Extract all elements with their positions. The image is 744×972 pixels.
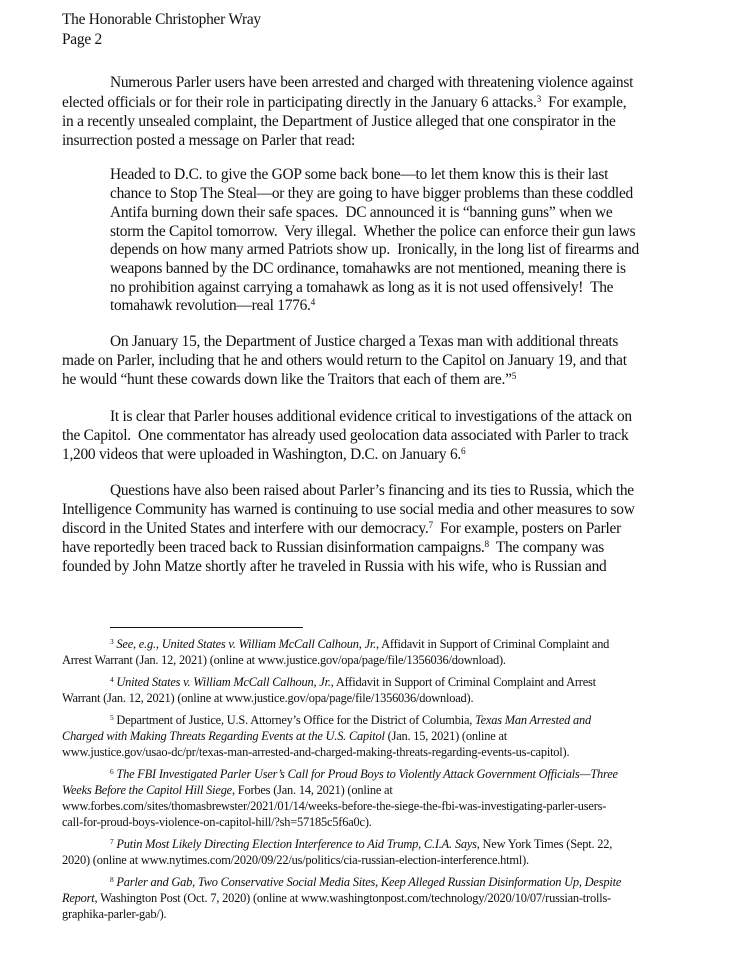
article-title: Putin Most Likely Directing Election Interference to Aid Trump, C.I.A. Says [116, 837, 477, 851]
footnote-separator [110, 627, 303, 628]
text-span: tomahawk revolution—real 1776. [110, 297, 311, 314]
footnote-number: 7 [110, 836, 114, 846]
footnote-line [62, 783, 393, 798]
quote-line: storm the Capitol tomorrow. Very illegal. Whether the police can enforce their gun laws [110, 223, 636, 240]
text-span: , Affidavit in Support of Criminal Complaint and Arrest [330, 675, 596, 689]
footnote-number: 5 [110, 712, 114, 722]
text-span: have reportedly been traced back to Russian disinformation campaigns. [62, 539, 485, 556]
article-title: Texas Man Arrested and [475, 713, 591, 727]
footnote-ref[interactable]: 3 [536, 93, 541, 104]
quote-line [110, 296, 315, 317]
footnote-line [62, 891, 611, 906]
text-span: elected officials or for their role in participating directly in the January 6 attacks. [62, 94, 537, 111]
footnote-number: 4 [110, 674, 114, 684]
text-line [62, 93, 626, 114]
footnote-url[interactable]: www.forbes.com/sites/thomasbrewster/2021/01/14/weeks-before-the-siege-the-fbi-was-investigating-parler-users- [62, 799, 607, 813]
text-span: For example, posters on Parler [432, 520, 621, 537]
footnote-line [110, 637, 609, 653]
quote-line: depends on how many armed Patriots show up. Ironically, in the long list of firearms and [110, 241, 639, 258]
footnote-number: 8 [110, 874, 114, 884]
text-line: Intelligence Community has warned is continuing to use social media and other measures to sow [62, 501, 635, 518]
text-span: (Jan. 15, 2021) (online at [384, 729, 508, 743]
text-line [62, 538, 604, 559]
case-citation: See, e.g., United States v. William McCall Calhoun, Jr. [116, 637, 377, 651]
text-line: Questions have also been raised about Parler’s financing and its ties to Russia, which the [110, 482, 634, 499]
footnote-line: Arrest Warrant (Jan. 12, 2021) (online at www.justice.gov/opa/page/file/1356036/download). [62, 653, 506, 667]
footnote-ref[interactable]: 5 [511, 370, 517, 381]
text-span: The company was [488, 539, 605, 556]
text-line: made on Parler, including that he and others would return to the Capitol on January 19, and that [62, 352, 627, 369]
footnote-line [110, 767, 618, 783]
text-span: , New York Times (Sept. 22, [476, 837, 613, 851]
text-span: For example, [540, 94, 627, 111]
footnote-line [110, 837, 612, 853]
article-title: Charged with Making Threats Regarding Events at the U.S. Capitol [62, 729, 385, 743]
text-span: Department of Justice, U.S. Attorney’s Office for the District of Columbia, [116, 713, 476, 727]
footnote-ref[interactable]: 6 [461, 445, 466, 456]
footnote-number: 3 [110, 636, 114, 646]
text-line: On January 15, the Department of Justice charged a Texas man with additional threats [110, 333, 619, 350]
footnote-line [110, 875, 621, 891]
quote-line: no prohibition against carrying a tomahawk as long as it is not used offensively! The [110, 279, 614, 296]
footnote-url[interactable]: graphika-parler-gab/). [62, 907, 167, 921]
text-span: 1,200 videos that were uploaded in Washington, D.C. on January 6. [62, 446, 461, 463]
recipient-line: The Honorable Christopher Wray [62, 11, 261, 28]
page-number: Page 2 [62, 31, 102, 48]
footnote-ref[interactable]: 8 [484, 538, 489, 549]
text-span: , Affidavit in Support of Criminal Complaint and [376, 637, 610, 651]
text-line: the Capitol. One commentator has already used geolocation data associated with Parler to track [62, 427, 629, 444]
text-line: insurrection posted a message on Parler that read: [62, 132, 356, 149]
quote-line: Headed to D.C. to give the GOP some back bone—to let them know this is their last [110, 166, 609, 183]
text-span: he would “hunt these cowards down like the Traitors that each of them are.” [62, 371, 512, 388]
footnote-line: 2020) (online at www.nytimes.com/2020/09/22/us/politics/cia-russian-election-interference.html). [62, 853, 529, 867]
text-line [62, 519, 621, 540]
footnote-line: Warrant (Jan. 12, 2021) (online at www.justice.gov/opa/page/file/1356036/download). [62, 691, 474, 705]
text-line [62, 370, 516, 391]
text-line: in a recently unsealed complaint, the Department of Justice alleged that one conspirator in the [62, 113, 616, 130]
article-title: Weeks Before the Capitol Hill Siege [62, 783, 232, 797]
text-span: , Washington Post (Oct. 7, 2020) (online at www.washingtonpost.com/technology/2020/10/07/russian-trolls- [94, 891, 611, 905]
footnote-ref[interactable]: 4 [310, 296, 316, 307]
text-line [62, 445, 465, 466]
quote-line: weapons banned by the DC ordinance, tomahawks are not mentioned, meaning there is [110, 260, 626, 277]
text-line: founded by John Matze shortly after he traveled in Russia with his wife, who is Russian and [62, 558, 607, 575]
case-citation: United States v. William McCall Calhoun, Jr. [116, 675, 331, 689]
footnote-line [110, 675, 596, 691]
quote-line: chance to Stop The Steal—or they are going to have bigger problems than these coddled [110, 185, 633, 202]
footnote-line [110, 713, 591, 729]
text-span: , Forbes (Jan. 14, 2021) (online at [231, 783, 393, 797]
text-line: Numerous Parler users have been arrested and charged with threatening violence against [110, 74, 634, 91]
quote-line: Antifa burning down their safe spaces. DC announced it is “banning guns” when we [110, 204, 613, 221]
article-title: Parler and Gab, Two Conservative Social Media Sites, Keep Alleged Russian Disinformation Up, Despite [116, 875, 622, 889]
footnote-url[interactable]: www.justice.gov/usao-dc/pr/texas-man-arrested-and-charged-making-threats-regarding-events-us-capitol). [62, 745, 570, 759]
footnote-url[interactable]: call-for-proud-boys-violence-on-capitol-hill/?sh=57185c5f6a0c). [62, 815, 372, 829]
article-title: Report [62, 891, 95, 905]
article-title: The FBI Investigated Parler User’s Call for Proud Boys to Violently Attack Government Officials—Three [116, 767, 618, 781]
footnote-ref[interactable]: 7 [428, 519, 433, 530]
text-span: discord in the United States and interfere with our democracy. [62, 520, 429, 537]
text-line: It is clear that Parler houses additional evidence critical to investigations of the attack on [110, 408, 632, 425]
footnote-number: 6 [110, 766, 114, 776]
footnote-line [62, 729, 507, 744]
